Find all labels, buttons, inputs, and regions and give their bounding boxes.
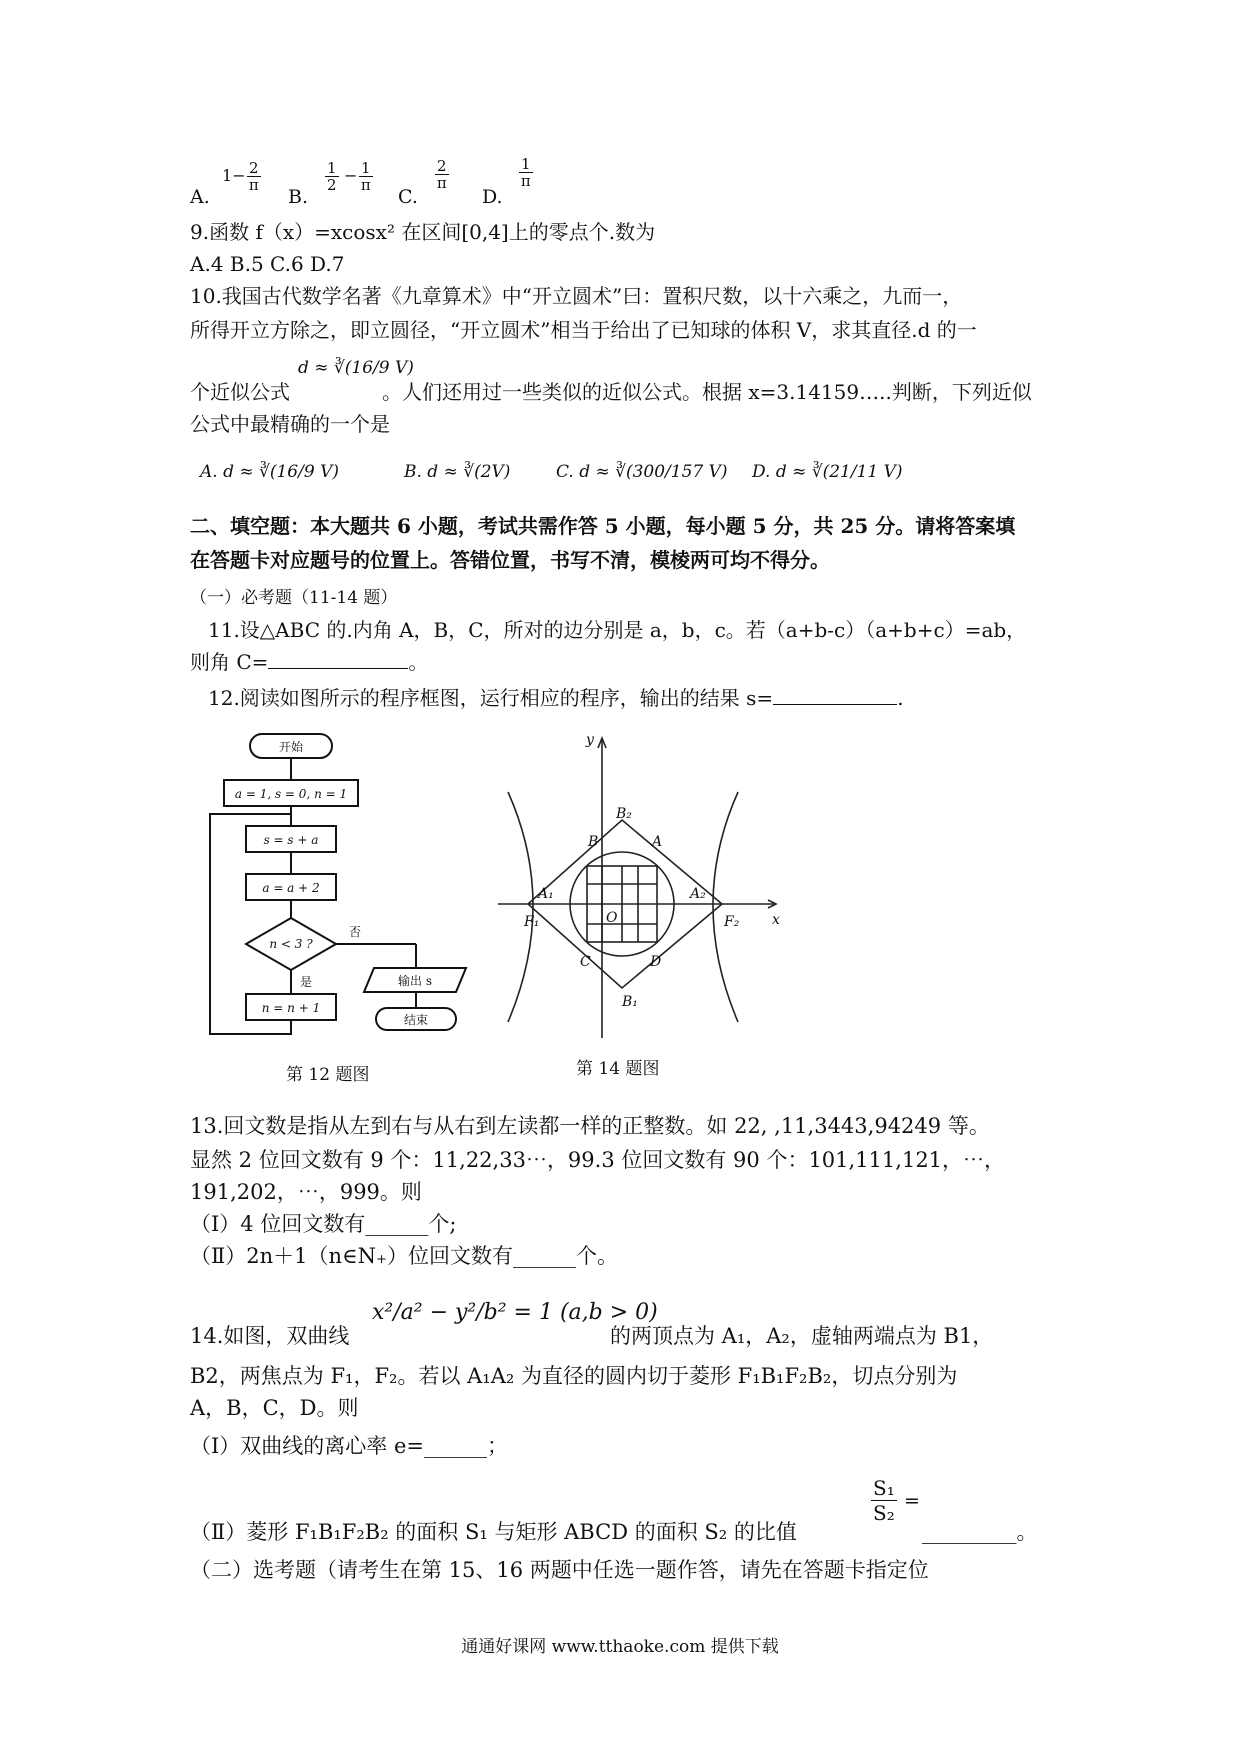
q8-option-a-int: 1−	[222, 166, 246, 185]
q14-ratio-eq: =	[904, 1490, 920, 1512]
q8-option-b-label: B.	[288, 186, 309, 208]
q9-options: A.4 B.5 C.6 D.7	[190, 252, 345, 276]
q8-c-num: 2	[437, 157, 447, 175]
hyperbola-caption: 第 14 题图	[576, 1059, 660, 1079]
q10-option-c: C. d ≈ ∛(300/157 V)	[556, 462, 728, 482]
q10-option-a: A. d ≈ ∛(16/9 V)	[200, 462, 339, 482]
flowchart-figure	[190, 722, 480, 1042]
q8-c-frac	[435, 158, 449, 191]
hyperbola-figure	[488, 722, 788, 1042]
flow-step3-text: n = n + 1	[261, 1001, 321, 1015]
label-f1: F₁	[524, 914, 540, 930]
footer: 通通好课网 www.tthaoke.com 提供下载	[461, 1637, 779, 1657]
q8-c-den: π	[436, 174, 447, 192]
label-b2: B₂	[616, 806, 632, 822]
q8-b-num1: 1	[327, 159, 337, 177]
q11-line2-end: 。	[408, 650, 429, 674]
flow-step1-text: s = s + a	[263, 833, 319, 847]
q8-b-frac1	[325, 160, 339, 193]
q14-part2: （Ⅱ）菱形 F₁B₁F₂B₂ 的面积 S₁ 与矩形 ABCD 的面积 S₂ 的比值	[190, 1520, 797, 1544]
q8-d-frac	[519, 156, 533, 189]
q10-line3b: 。人们还用过一些类似的近似公式。根据 x=3.14159…..判断，下列近似	[382, 380, 1032, 404]
q14-line1a: 14.如图，双曲线	[190, 1324, 350, 1348]
q8-option-d-label: D.	[482, 186, 503, 208]
q8-option-a-frac	[247, 160, 261, 193]
q8-b-frac2	[359, 160, 373, 193]
q10-line1: 10.我国古代数学名著《九章算术》中“开立圆术”曰：置积尺数，以十六乘之，九而一，	[190, 284, 963, 308]
flow-output-text: 输出 s	[398, 974, 432, 988]
q14-part2-blank: _________。	[922, 1520, 1038, 1544]
q12-answer-blank	[773, 704, 897, 705]
label-c: C	[580, 954, 591, 970]
hyperbola-right-branch	[713, 792, 738, 1022]
q14-line2: B2，两焦点为 F₁，F₂。若以 A₁A₂ 为直径的圆内切于菱形 F₁B₁F₂B₂，切点分别为	[190, 1364, 958, 1388]
flow-start-text: 开始	[278, 740, 304, 754]
q14-ratio-den: S₂	[873, 1501, 895, 1525]
q10-line3a: 个近似公式	[190, 380, 290, 404]
q8-b-den2: π	[360, 176, 371, 194]
q12-line1	[208, 684, 904, 712]
q10-option-d: D. d ≈ ∛(21/11 V)	[752, 462, 903, 482]
q10-line2: 所得开立方除之，即立圆径，“开立圆术”相当于给出了已知球的体积 V，求其直径.d 的一	[190, 318, 977, 342]
flow-yes-label: 是	[299, 975, 313, 989]
flow-condition-text: n < 3 ?	[269, 937, 313, 951]
q8-a-num: 2	[249, 159, 259, 177]
label-a1: A₁	[538, 886, 554, 902]
q8-b-minus: −	[344, 166, 358, 185]
flow-no-label: 否	[348, 925, 362, 939]
label-x: x	[772, 912, 780, 928]
flow-init-text: a = 1, s = 0, n = 1	[234, 787, 348, 801]
q8-option-c-label: C.	[398, 186, 418, 208]
q10-formula-main: d ≈ ∛(16/9 V)	[298, 358, 414, 378]
q13-line3: 191,202，⋯，999。则	[190, 1180, 422, 1204]
label-f2: F₂	[724, 914, 740, 930]
q8-d-den: π	[520, 172, 531, 190]
flow-step2-text: a = a + 2	[262, 881, 320, 895]
section2-required-heading: （一）必考题（11-14 题）	[190, 588, 398, 608]
label-origin: O	[606, 910, 618, 926]
section2-line1: 二、填空题：本大题共 6 小题，考试共需作答 5 小题，每小题 5 分，共 25 分。请将答案填	[190, 514, 1016, 538]
q14-optional-heading: （二）选考题（请考生在第 15、16 两题中任选一题作答，请先在答题卡指定位	[190, 1558, 929, 1582]
q9-stem: 9.函数 f（x）=xcosx² 在区间[0,4]上的零点个.数为	[190, 220, 656, 244]
q14-ratio-num: S₁	[873, 1476, 895, 1500]
q11-line2-text: 则角 C=	[190, 650, 269, 674]
q8-b-den1: 2	[327, 176, 337, 194]
flowchart-caption: 第 12 题图	[286, 1065, 370, 1085]
q13-part1: （Ⅰ）4 位回文数有______个;	[190, 1212, 457, 1236]
q11-answer-blank	[268, 668, 408, 669]
q14-line3: A，B，C，D。则	[190, 1396, 359, 1420]
q13-part2: （Ⅱ）2n＋1（n∈N₊）位回文数有______个。	[190, 1244, 619, 1268]
label-b1: B₁	[622, 994, 638, 1010]
q14-ratio	[871, 1476, 897, 1525]
q10-line4: 公式中最精确的一个是	[190, 412, 390, 436]
q14-line1b: 的两顶点为 A₁，A₂，虚轴两端点为 B1，	[610, 1324, 994, 1348]
section2-line2: 在答题卡对应题号的位置上。答错位置，书写不清，模棱两可均不得分。	[190, 548, 830, 572]
label-y: y	[586, 732, 594, 748]
q11-line2	[190, 648, 428, 676]
q11-line1: 11.设△ABC 的.内角 A，B，C，所对的边分别是 a，b，c。若（a+b-c）（a+b+c）=ab，	[208, 618, 1027, 642]
q8-a-den: π	[248, 176, 259, 194]
q8-b-num2: 1	[361, 159, 371, 177]
q10-option-b: B. d ≈ ∛(2V)	[404, 462, 511, 482]
label-d: D	[650, 954, 662, 970]
label-b: B	[588, 834, 599, 850]
q12-line1-end: .	[897, 686, 904, 710]
q8-option-a-label: A.	[190, 186, 210, 208]
q12-line1-text: 12.阅读如图所示的程序框图，运行相应的程序，输出的结果 s=	[208, 686, 774, 710]
q13-line1: 13.回文数是指从左到右与从右到左读都一样的正整数。如 22, ,11,3443,94249 等。	[190, 1114, 990, 1138]
label-a: A	[652, 834, 663, 850]
q8-d-num: 1	[521, 155, 531, 173]
label-a2: A₂	[690, 886, 706, 902]
q13-line2: 显然 2 位回文数有 9 个：11,22,33⋯，99.3 位回文数有 90 个：101,111,121，⋯，	[190, 1148, 1006, 1172]
hyperbola-left-branch	[508, 792, 533, 1022]
q14-equation: x²/a² − y²/b² = 1 (a,b > 0)	[372, 1300, 658, 1325]
q14-part1: （Ⅰ）双曲线的离心率 e=______；	[190, 1434, 508, 1458]
flow-end-text: 结束	[403, 1013, 429, 1027]
